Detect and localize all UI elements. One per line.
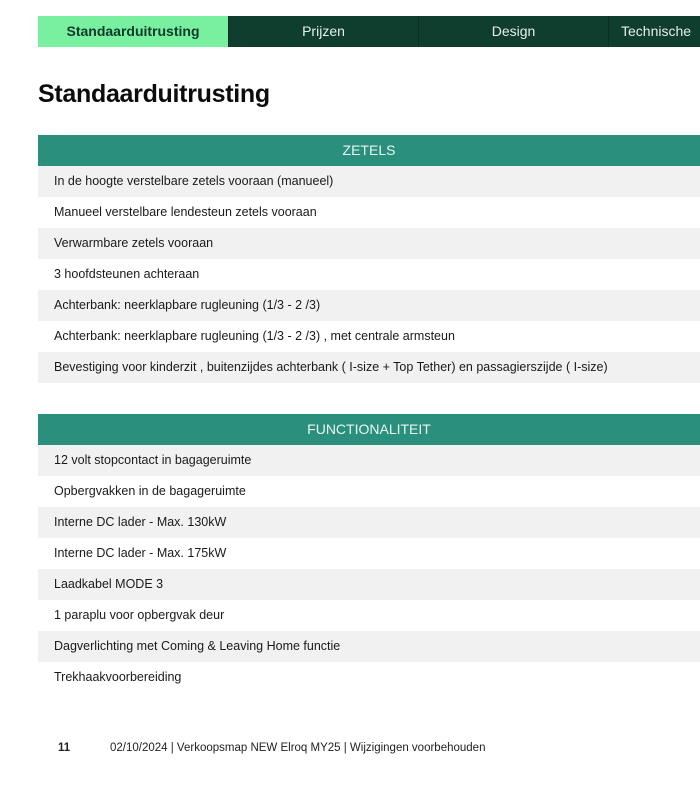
list-item: Trekhaakvoorbereiding <box>38 662 700 693</box>
section-zetels <box>38 135 700 383</box>
section-rows <box>38 445 700 693</box>
section-functionaliteit <box>38 414 700 693</box>
tab-technische[interactable]: Technische <box>608 16 700 47</box>
list-item: Achterbank: neerklapbare rugleuning (1/3 - 2 /3) <box>38 290 700 321</box>
footer-text: 02/10/2024 | Verkoopsmap NEW Elroq MY25 | Wijzigingen voorbehouden <box>110 742 486 754</box>
list-item: 12 volt stopcontact in bagageruimte <box>38 445 700 476</box>
section-header: FUNCTIONALITEIT <box>38 414 700 445</box>
section-rows <box>38 166 700 383</box>
list-item: Interne DC lader - Max. 130kW <box>38 507 700 538</box>
list-item: Dagverlichting met Coming & Leaving Home functie <box>38 631 700 662</box>
list-item: Manueel verstelbare lendesteun zetels vooraan <box>38 197 700 228</box>
tab-standaarduitrusting[interactable]: Standaarduitrusting <box>38 16 228 47</box>
section-header: ZETELS <box>38 135 700 166</box>
list-item: 1 paraplu voor opbergvak deur <box>38 600 700 631</box>
footer <box>58 742 485 754</box>
list-item: Laadkabel MODE 3 <box>38 569 700 600</box>
list-item: Achterbank: neerklapbare rugleuning (1/3 - 2 /3) , met centrale armsteun <box>38 321 700 352</box>
page-title: Standaarduitrusting <box>38 80 270 108</box>
list-item: 3 hoofdsteunen achteraan <box>38 259 700 290</box>
list-item: Opbergvakken in de bagageruimte <box>38 476 700 507</box>
list-item: Verwarmbare zetels vooraan <box>38 228 700 259</box>
tab-bar <box>38 16 700 47</box>
list-item: In de hoogte verstelbare zetels vooraan (manueel) <box>38 166 700 197</box>
tab-design[interactable]: Design <box>418 16 608 47</box>
list-item: Interne DC lader - Max. 175kW <box>38 538 700 569</box>
tab-prijzen[interactable]: Prijzen <box>228 16 418 47</box>
list-item: Bevestiging voor kinderzit , buitenzijdes achterbank ( I-size + Top Tether) en passagierszijde ( I-size) <box>38 352 700 383</box>
page-number: 11 <box>58 742 71 754</box>
